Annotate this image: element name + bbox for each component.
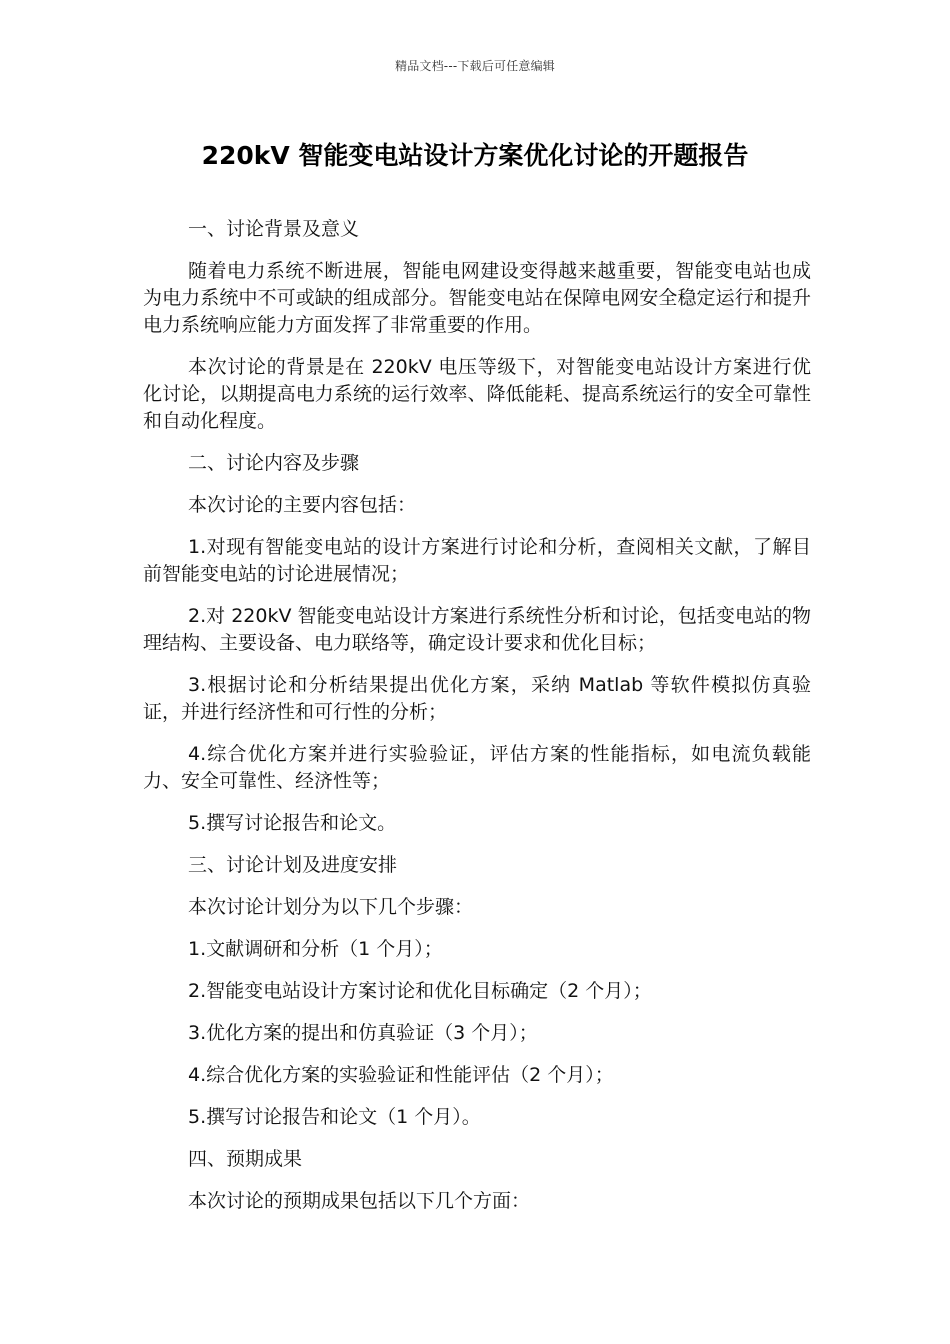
section-heading-outcomes: 四、预期成果 [188, 1148, 303, 1170]
paragraph-background-1: 随着电力系统不断进展，智能电网建设变得越来越重要，智能变电站也成为电力系统中不可或缺的组成部分。智能变电站在保障电网安全稳定运行和提升电力系统响应能力方面发挥了非常重要的作用。 [143, 260, 811, 336]
paragraph-content-intro: 本次讨论的主要内容包括： [188, 494, 417, 516]
list-item-content-1: 1.对现有智能变电站的设计方案进行讨论和分析，查阅相关文献，了解目前智能变电站的讨论进展情况； [143, 536, 811, 585]
paragraph-plan-intro: 本次讨论计划分为以下几个步骤： [188, 896, 474, 918]
document-title: 220kV 智能变电站设计方案优化讨论的开题报告 [201, 141, 749, 170]
section-heading-background: 一、讨论背景及意义 [188, 218, 360, 240]
section-heading-content: 二、讨论内容及步骤 [188, 452, 360, 474]
section-heading-plan: 三、讨论计划及进度安排 [188, 854, 398, 876]
header-note: 精品文档---下载后可任意编辑 [395, 59, 555, 73]
list-item-plan-4: 4.综合优化方案的实验验证和性能评估（2 个月）； [188, 1064, 614, 1086]
list-item-content-2: 2.对 220kV 智能变电站设计方案进行系统性分析和讨论，包括变电站的物理结构、主要设备、电力联络等，确定设计要求和优化目标； [143, 605, 811, 654]
list-item-content-4: 4.综合优化方案并进行实验验证，评估方案的性能指标，如电流负载能力、安全可靠性、经济性等； [143, 743, 811, 792]
document-body [143, 216, 811, 1230]
list-item-plan-1: 1.文献调研和分析（1 个月）； [188, 938, 443, 960]
list-item-plan-5: 5.撰写讨论报告和论文（1 个月）。 [188, 1106, 481, 1128]
paragraph-outcomes-intro: 本次讨论的预期成果包括以下几个方面： [188, 1190, 531, 1212]
paragraph-background-2: 本次讨论的背景是在 220kV 电压等级下，对智能变电站设计方案进行优化讨论，以期提高电力系统的运行效率、降低能耗、提高系统运行的安全可靠性和自动化程度。 [143, 356, 811, 432]
list-item-plan-2: 2.智能变电站设计方案讨论和优化目标确定（2 个月）； [188, 980, 652, 1002]
list-item-content-3: 3.根据讨论和分析结果提出优化方案，采纳 Matlab 等软件模拟仿真验证，并进行经济性和可行性的分析； [143, 674, 811, 723]
list-item-plan-3: 3.优化方案的提出和仿真验证（3 个月）； [188, 1022, 538, 1044]
list-item-content-5: 5.撰写讨论报告和论文。 [188, 812, 397, 834]
